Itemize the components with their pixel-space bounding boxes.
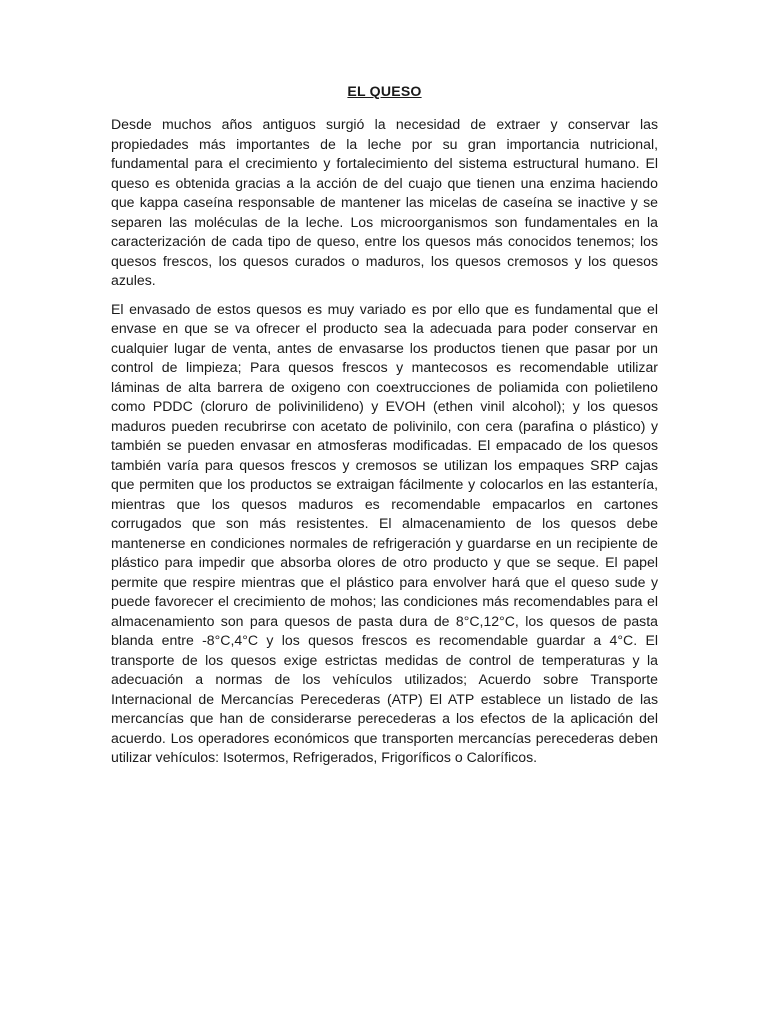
document-page bbox=[111, 82, 658, 777]
document-title: EL QUESO bbox=[347, 83, 422, 99]
paragraph-intro: Desde muchos años antiguos surgió la necesidad de extraer y conservar las propiedades más importantes de la leche por su gran importancia nutricional, fundamental para el crecimiento y fortalecimiento del sistema estructural humano. El queso es obtenida gracias a la acción de del cuajo que tienen una enzima haciendo que kappa caseína responsable de mantener las micelas de caseína se inactive y se separen las moléculas de la leche. Los microorganismos son fundamentales en la caracterización de cada tipo de queso, entre los quesos más conocidos tenemos; los quesos frescos, los quesos curados o maduros, los quesos cremosos y los quesos azules. bbox=[111, 116, 658, 288]
paragraph-packaging: El envasado de estos quesos es muy variado es por ello que es fundamental que el envase en que se va ofrecer el producto sea la adecuada para poder conservar en cualquier lugar de venta, antes de envasarse los productos tienen que pasar por un control de limpieza; Para quesos frescos y mantecosos es recomendable utilizar láminas de alta barrera de oxigeno con coextrucciones de poliamida con polietileno como PDDC (cloruro de polivinilideno) y EVOH (ethen vinil alcohol); y los quesos maduros pueden recubrirse con acetato de polivinilo, con cera (parafina o plástico) y también se pueden envasar en atmosferas modificadas. El empacado de los quesos también varía para quesos frescos y cremosos se utilizan los empaques SRP cajas que permiten que los productos se extraigan fácilmente y colocarlos en las estantería, mientras que los quesos maduros es recomendable empacarlos en cartones corrugados que son más resistentes. El almacenamiento de los quesos debe mantenerse en condiciones normales de refrigeración y guardarse en un recipiente de plástico para impedir que absorba olores de otro producto y que se seque. El papel permite que respire mientras que el plástico para envolver hará que el queso sude y puede favorecer el crecimiento de mohos; las condiciones más recomendables para el almacenamiento son para quesos de pasta dura de 8°C,12°C, los quesos de pasta blanda entre -8°C,4°C y los quesos frescos es recomendable guardar a 4°C. El transporte de los quesos exige estrictas medidas de control de temperaturas y la adecuación a normas de los vehículos utilizados; Acuerdo sobre Transporte Internacional de Mercancías Perecederas (ATP) El ATP establece un listado de las mercancías que han de considerarse perecederas a los efectos de la aplicación del acuerdo. Los operadores económicos que transporten mercancías perecederas deben utilizar vehículos: Isotermos, Refrigerados, Frigoríficos o Caloríficos. bbox=[111, 300, 658, 765]
